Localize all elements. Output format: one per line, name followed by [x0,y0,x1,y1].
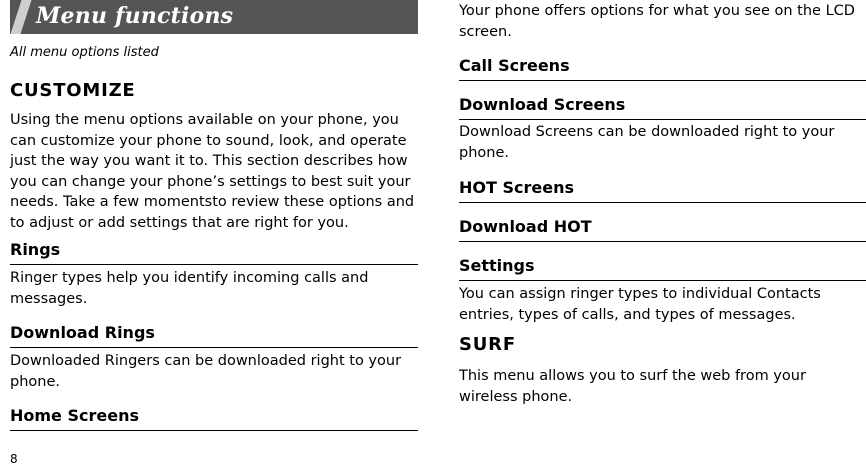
surf-text: This menu allows you to surf the web from your wireless phone. [459,368,806,405]
download-hot-heading: Download HOT [459,217,866,242]
customize-heading: CUSTOMIZE [10,80,136,101]
settings-heading: Settings [459,256,866,281]
customize-text: Using the menu options available on your phone, you can customize your phone to sound, look, and operate just the way you want it to. This section describes how you can change your phone’s settings to best suit your needs. Take a few momentsto review these options and to adjust or add settings that are right for you. [10,112,415,231]
download-screens-text: Download Screens can be downloaded right to your phone. [459,124,835,161]
page-subtitle: All menu options listed [10,45,159,60]
download-rings-text: Downloaded Ringers can be downloaded right to your phone. [10,353,402,390]
banner-stripe-decoration [10,0,31,34]
download-screens-heading: Download Screens [459,95,866,120]
hot-screens-heading: HOT Screens [459,178,866,203]
surf-heading: SURF [459,334,516,355]
page-title: Menu functions [36,3,234,29]
intro-text: Your phone offers options for what you see on the LCD screen. [459,3,855,40]
download-rings-heading: Download Rings [10,323,418,348]
rings-text: Ringer types help you identify incoming calls and messages. [10,270,369,307]
section-banner [10,0,418,34]
call-screens-heading: Call Screens [459,56,866,81]
home-screens-heading: Home Screens [10,406,418,431]
page-number: 8 [10,452,18,466]
rings-heading: Rings [10,240,418,265]
settings-text: You can assign ringer types to individual Contacts entries, types of calls, and types of messages. [459,286,821,323]
